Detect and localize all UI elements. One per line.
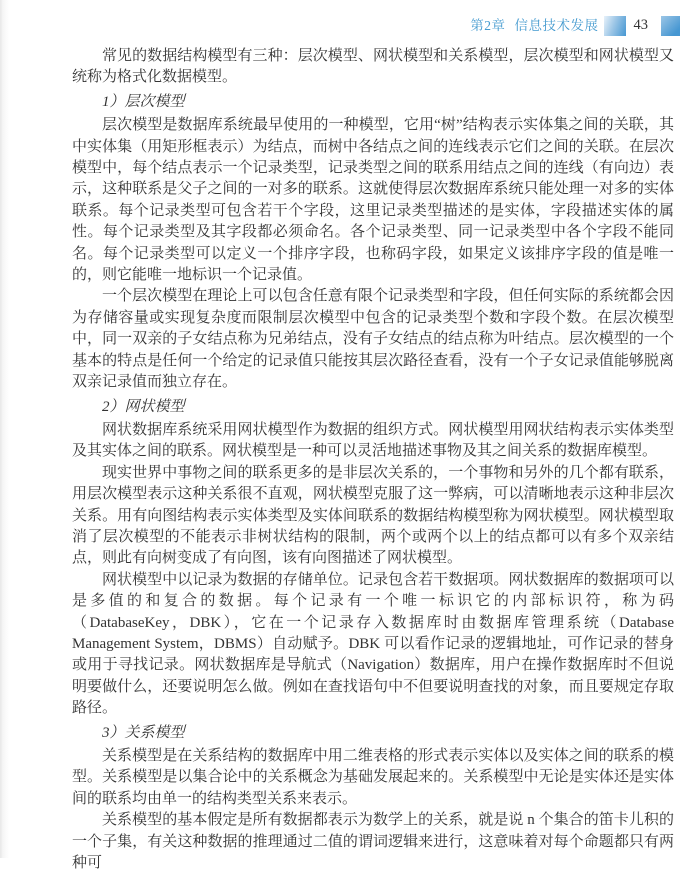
chapter-marker-box xyxy=(604,16,626,36)
chapter-number: 第2章 xyxy=(470,18,506,33)
body-paragraph: 关系模型的基本假定是所有数据都表示为数学上的关系，就是说 n 个集合的笛卡儿积的一个子集，有关这种数据的推理通过二值的谓词逻辑来进行，这意味着对每个命题都只有两种可 xyxy=(72,812,674,872)
body-paragraph: 常见的数据结构模型有三种：层次模型、网状模型和关系模型，层次模型和网状模型又统称为格式化数据模型。 xyxy=(72,48,674,86)
section-heading: 2）网状模型 xyxy=(102,398,185,415)
page-edge-box xyxy=(661,16,680,36)
body-paragraph: 网状数据库系统采用网状模型作为数据的组织方式。网状模型用网状结构表示实体类型及其实体之间的联系。网状模型是一种可以灵活地描述事物及其之间关系的数据库模型。 xyxy=(72,421,674,460)
section-heading: 1）层次模型 xyxy=(102,93,185,110)
body-paragraph: 网状模型中以记录为数据的存储单位。记录包含若干数据项。网状数据库的数据项可以是多值的和复合的数据。每个记录有一个唯一标识它的内部标识符，称为码（DatabaseKey，DBK），它在一个记录存入数据库时由数据库管理系统（Database Management System，DBMS）自动赋予。DBK 可以看作记录的逻辑地址，可作记录的替身或用于寻找记录。网状数据库是导航式（Navigation）数据库，用户在操作数据库时不但说明要做什么，还要说明怎么做。例如在查找语句中不但要说明查找的对象，而且要规定存取路径。 xyxy=(72,571,674,717)
page-body xyxy=(72,46,674,874)
body-paragraph: 层次模型是数据库系统最早使用的一种模型，它用“树”结构表示实体集之间的关联，其中实体集（用矩形框表示）为结点，而树中各结点之间的连线表示它们之间的关联。在层次模型中，每个结点表示一个记录类型，记录类型之间的联系用结点之间的连线（有向边）表示，这种联系是父子之间的一对多的联系。这就使得层次数据库系统只能处理一对多的实体联系。每个记录类型可包含若干个字段，这里记录类型描述的是实体，字段描述实体的属性。每个记录类型及其字段都必须命名。各个记录类型、同一记录类型中各个字段不能同名。每个记录类型可以定义一个排序字段，也称码字段，如果定义该排序字段的值是唯一的，则它能唯一地标识一个记录值。 xyxy=(72,117,674,284)
body-paragraph: 一个层次模型在理论上可以包含任意有限个记录类型和字段，但任何实际的系统都会因为存储容量或实现复杂度而限制层次模型中包含的记录类型个数和字段个数。在层次模型中，同一双亲的子女结点称为兄弟结点，没有子女结点的结点称为叶结点。层次模型的一个基本的特点是任何一个给定的记录值只能按其层次路径查看，没有一个子女记录值能够脱离双亲记录值而独立存在。 xyxy=(72,288,674,391)
chapter-title: 信息技术发展 xyxy=(514,18,599,33)
page-number: 43 xyxy=(633,17,648,33)
section-heading: 3）关系模型 xyxy=(102,724,185,741)
chapter-label xyxy=(470,15,598,36)
body-paragraph: 关系模型是在关系结构的数据库中用二维表格的形式表示实体以及实体之间的联系的模型。关系模型是以集合论中的关系概念为基础发展起来的。关系模型中无论是实体还是实体间的联系均由单一的结构类型关系来表示。 xyxy=(72,748,674,807)
body-paragraph: 现实世界中事物之间的联系更多的是非层次关系的，一个事物和另外的几个都有联系，用层次模型表示这种关系很不直观，网状模型克服了这一弊病，可以清晰地表示这种非层次关系。用有向图结构表示实体类型及实体间联系的数据结构模型称为网状模型。网状模型取消了层次模型的不能表示非树状结构的限制，两个或两个以上的结点都可以有多个双亲结点，则此有向树变成了有向图，该有向图描述了网状模型。 xyxy=(72,464,674,567)
page-header xyxy=(0,15,680,36)
